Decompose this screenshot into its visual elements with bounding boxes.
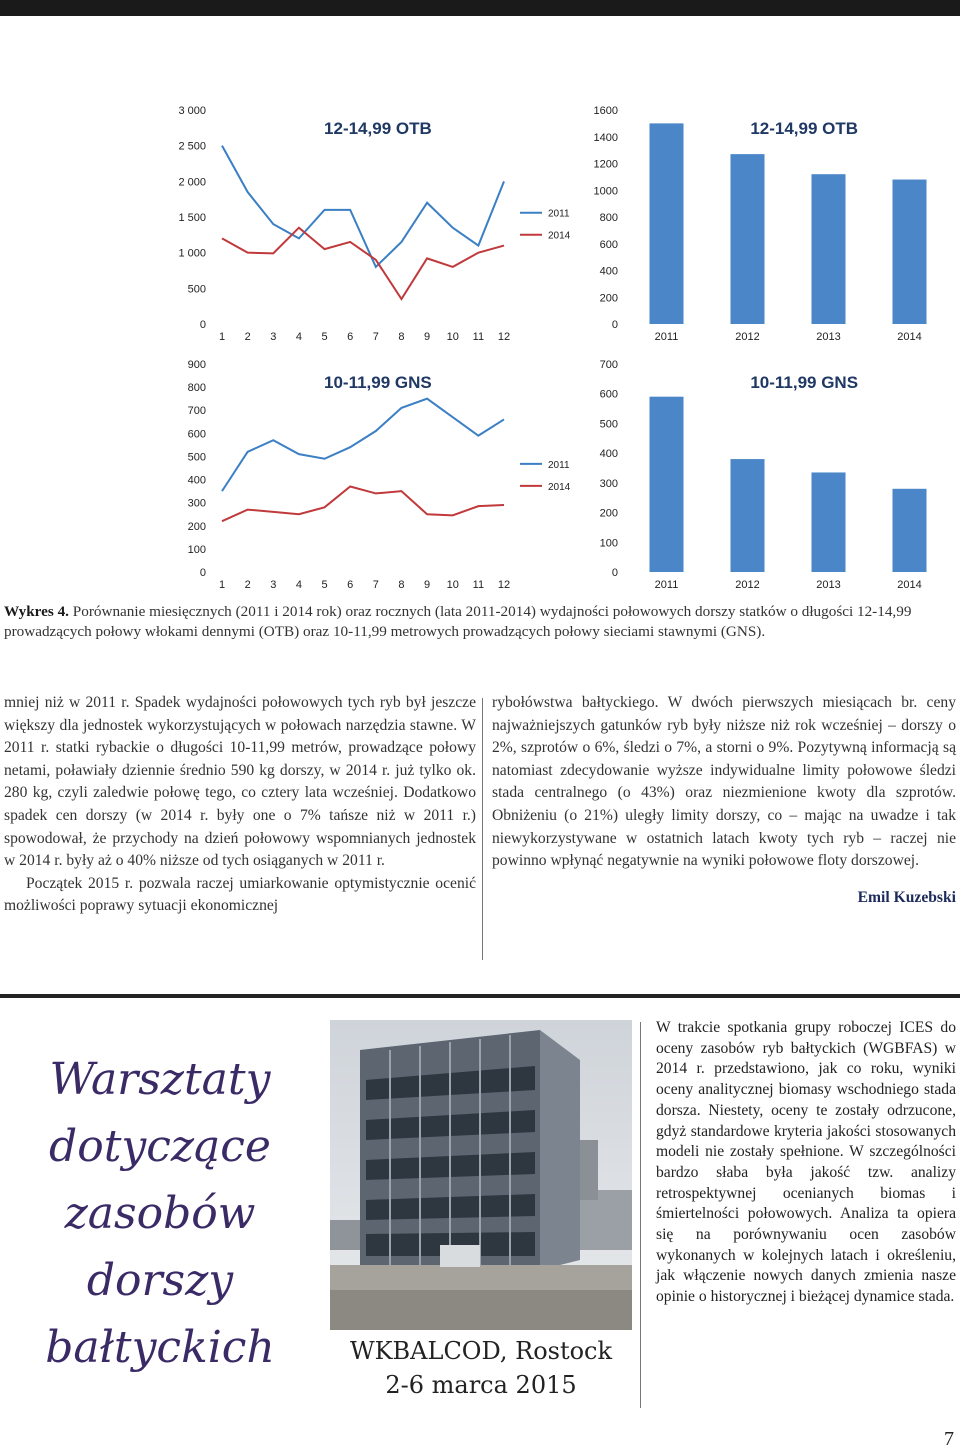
- workshop-heading: [30, 1046, 290, 1381]
- series-line-2011: [222, 399, 504, 491]
- photo-caption-line: 2-6 marca 2015: [385, 1371, 577, 1399]
- y-tick-label: 300: [187, 497, 206, 510]
- x-tick-label: 3: [270, 579, 277, 591]
- otb-line-chart: [170, 96, 590, 346]
- x-tick-label: 10: [446, 579, 459, 591]
- x-tick-label: 9: [424, 579, 431, 591]
- series-line-2011: [222, 146, 504, 267]
- y-tick-label: 400: [187, 474, 206, 487]
- y-tick-label: 600: [599, 388, 618, 401]
- x-tick-label: 8: [398, 331, 405, 343]
- legend-label: 2014: [548, 481, 571, 493]
- y-tick-label: 0: [611, 319, 618, 331]
- y-tick-label: 200: [187, 520, 206, 533]
- x-tick-label: 2013: [816, 331, 841, 343]
- y-tick-label: 600: [187, 428, 206, 441]
- figure-caption: [4, 602, 956, 641]
- column-divider: [640, 1022, 641, 1408]
- series-line-2014: [222, 486, 504, 521]
- photo-caption-line: WKBALCOD, Rostock: [349, 1337, 613, 1365]
- y-tick-label: 400: [599, 265, 618, 278]
- y-tick-label: 400: [599, 448, 618, 461]
- bar: [730, 154, 764, 324]
- article-paragraph: rybołówstwa bałtyckiego. W dwóch pierwszych miesiącach br. ceny najważniejszych gatunków ryb były niższe niż rok wcześniej – dorszy o 2%, szprotów o 6%, śledzi o 7%, a storni o 9%. Pozytywną informacją są natomiast zdecydowanie wyższe indywidualne limity połowowe śledzi stada centralnego (o 43%) oraz niezmienione kwoty dla szprotów. Obniżeniu (o 21%) uległy limity dorszy, co – mając na uwadze i tak niewykorzystywane w ostatnich latach kwoty tych ryb – raczej nie powinno wpłynąć negatywnie na wyniki połowowe floty dorszowej.: [492, 694, 956, 870]
- chart-title: 10-11,99 GNS: [750, 373, 859, 392]
- y-tick-label: 500: [187, 283, 206, 296]
- author-name: Emil Kuzebski: [857, 888, 956, 906]
- y-tick-label: 200: [599, 292, 618, 305]
- x-tick-label: 12: [497, 331, 511, 343]
- x-tick-label: 2: [244, 579, 251, 591]
- x-tick-label: 11: [472, 579, 485, 591]
- heading-line: Warsztaty: [49, 1054, 271, 1105]
- gns-bar-chart: [590, 350, 960, 594]
- bar: [811, 174, 845, 324]
- legend-label: 2011: [548, 208, 570, 220]
- bar: [892, 489, 926, 572]
- y-tick-label: 1000: [593, 185, 618, 198]
- section-rule: [0, 994, 960, 998]
- caption-text: Porównanie miesięcznych (2011 i 2014 rok) oraz rocznych (lata 2011-2014) wydajności połowowych dorszy statków o długości 12-14,99 prowadzących połowy włokami dennymi (OTB) oraz 10-11,99 metrowych prowadzących połowy sieciami stawnymi (GNS).: [4, 603, 912, 640]
- y-tick-label: 100: [599, 537, 618, 550]
- y-tick-label: 0: [199, 567, 206, 579]
- photo-caption: [330, 1334, 632, 1402]
- otb-bar-chart: [590, 96, 960, 346]
- y-tick-label: 3 000: [178, 105, 206, 117]
- y-tick-label: 700: [187, 405, 206, 418]
- x-tick-label: 2012: [735, 331, 760, 343]
- x-tick-label: 6: [347, 579, 354, 591]
- x-tick-label: 2: [244, 331, 251, 343]
- y-tick-label: 500: [187, 451, 206, 464]
- x-tick-label: 5: [321, 579, 328, 591]
- y-tick-label: 700: [599, 359, 618, 371]
- legend-label: 2014: [548, 230, 571, 242]
- x-tick-label: 2014: [897, 331, 922, 343]
- y-tick-label: 0: [199, 319, 206, 331]
- bar: [649, 123, 683, 324]
- y-tick-label: 1400: [593, 131, 618, 144]
- y-tick-label: 0: [611, 567, 618, 579]
- y-tick-label: 300: [599, 477, 618, 490]
- x-tick-label: 10: [446, 331, 459, 343]
- top-bar: [0, 0, 960, 16]
- y-tick-label: 100: [187, 543, 206, 556]
- y-tick-label: 1200: [593, 158, 618, 171]
- x-tick-label: 9: [424, 331, 431, 343]
- x-tick-label: 2011: [654, 331, 679, 343]
- page-number: 7: [944, 1428, 954, 1450]
- legend-label: 2011: [548, 459, 570, 471]
- bar: [649, 397, 683, 572]
- chart-title: 12-14,99 OTB: [324, 119, 432, 138]
- x-tick-label: 2013: [816, 579, 841, 591]
- y-tick-label: 200: [599, 507, 618, 520]
- y-tick-label: 500: [599, 418, 618, 431]
- article-left-column: [4, 692, 476, 918]
- y-tick-label: 2 000: [178, 176, 206, 189]
- chart-title: 10-11,99 GNS: [324, 373, 432, 392]
- x-tick-label: 1: [218, 579, 226, 591]
- x-tick-label: 5: [321, 331, 328, 343]
- x-tick-label: 8: [398, 579, 405, 591]
- x-tick-label: 2014: [897, 579, 922, 591]
- x-tick-label: 3: [270, 331, 277, 343]
- y-tick-label: 1600: [593, 105, 618, 117]
- bar: [811, 472, 845, 572]
- x-tick-label: 4: [295, 579, 302, 591]
- y-tick-label: 1 000: [178, 247, 206, 260]
- building-photo: [330, 1020, 632, 1330]
- article-paragraph: mniej niż w 2011 r. Spadek wydajności połowowych tych ryb był jeszcze większy dla jednostek wykorzystujących w połowach narzędzia stawne. W 2011 r. statki rybackie o długości 10-11,99 metrów, prowadzące połowy netami, poławiały dziennie średnio 590 kg dorszy, w 2014 r. już tylko ok. 280 kg, czyli zaledwie połowę tego, co cztery lata wcześniej. Dodatkowo spadek cen dorszy (w 2014 r. były one o 7% tańsze niż w 2011 r.) spowodował, że przychody na dzień połowowy wspomnianych jednostek w 2014 r. były aż o 40% niższe od tych osiąganych w 2011 r.: [4, 694, 476, 870]
- x-tick-label: 6: [347, 331, 354, 343]
- bar: [730, 459, 764, 572]
- article-right-column: [492, 692, 956, 909]
- x-tick-label: 1: [218, 331, 226, 343]
- bar: [892, 180, 926, 324]
- x-tick-label: 2011: [654, 579, 679, 591]
- x-tick-label: 12: [497, 579, 511, 591]
- heading-line: bałtyckich: [45, 1322, 275, 1373]
- article-paragraph: Początek 2015 r. pozwala raczej umiarkowanie optymistycznie ocenić możliwości poprawy sytuacji ekonomicznej: [4, 874, 476, 915]
- x-tick-label: 4: [295, 331, 302, 343]
- y-tick-label: 2 500: [178, 140, 206, 153]
- x-tick-label: 2012: [735, 579, 760, 591]
- x-tick-label: 7: [372, 579, 379, 591]
- y-tick-label: 800: [187, 382, 206, 395]
- y-tick-label: 900: [187, 359, 206, 371]
- gns-line-chart: [170, 350, 590, 594]
- caption-label: Wykres 4.: [4, 603, 69, 620]
- chart-title: 12-14,99 OTB: [750, 119, 859, 138]
- heading-line: dorszy: [86, 1255, 234, 1306]
- x-tick-label: 11: [472, 331, 485, 343]
- x-tick-label: 7: [372, 331, 379, 343]
- y-tick-label: 600: [599, 238, 618, 251]
- heading-line: dotyczące: [49, 1121, 271, 1172]
- workshop-text: W trakcie spotkania grupy roboczej ICES do oceny zasobów ryb bałtyckich (WGBFAS) w 2014 r. przedstawiono, jak co roku, wyniki oceny analitycznej biomasy wschodniego stada dorsza. Niestety, oceny te zostały odrzucone, gdyż standardowe kryteria jakości stosowanych modeli nie zostały spełnione. W szczególności bardzo słaba była jakość tzw. analizy retrospektywnej ocenianych biomas i śmiertelności połowowych. Analiza ta opiera się na porównywaniu ocen zasobów wykonanych w kolejnych latach i określeniu, jak włączenie nowych danych zmienia nasze opinie o historycznej i bieżącej dynamice stada.: [656, 1019, 956, 1306]
- y-tick-label: 1 500: [178, 212, 206, 224]
- y-tick-label: 800: [599, 212, 618, 224]
- column-divider: [482, 698, 483, 960]
- heading-line: zasobów: [64, 1188, 256, 1239]
